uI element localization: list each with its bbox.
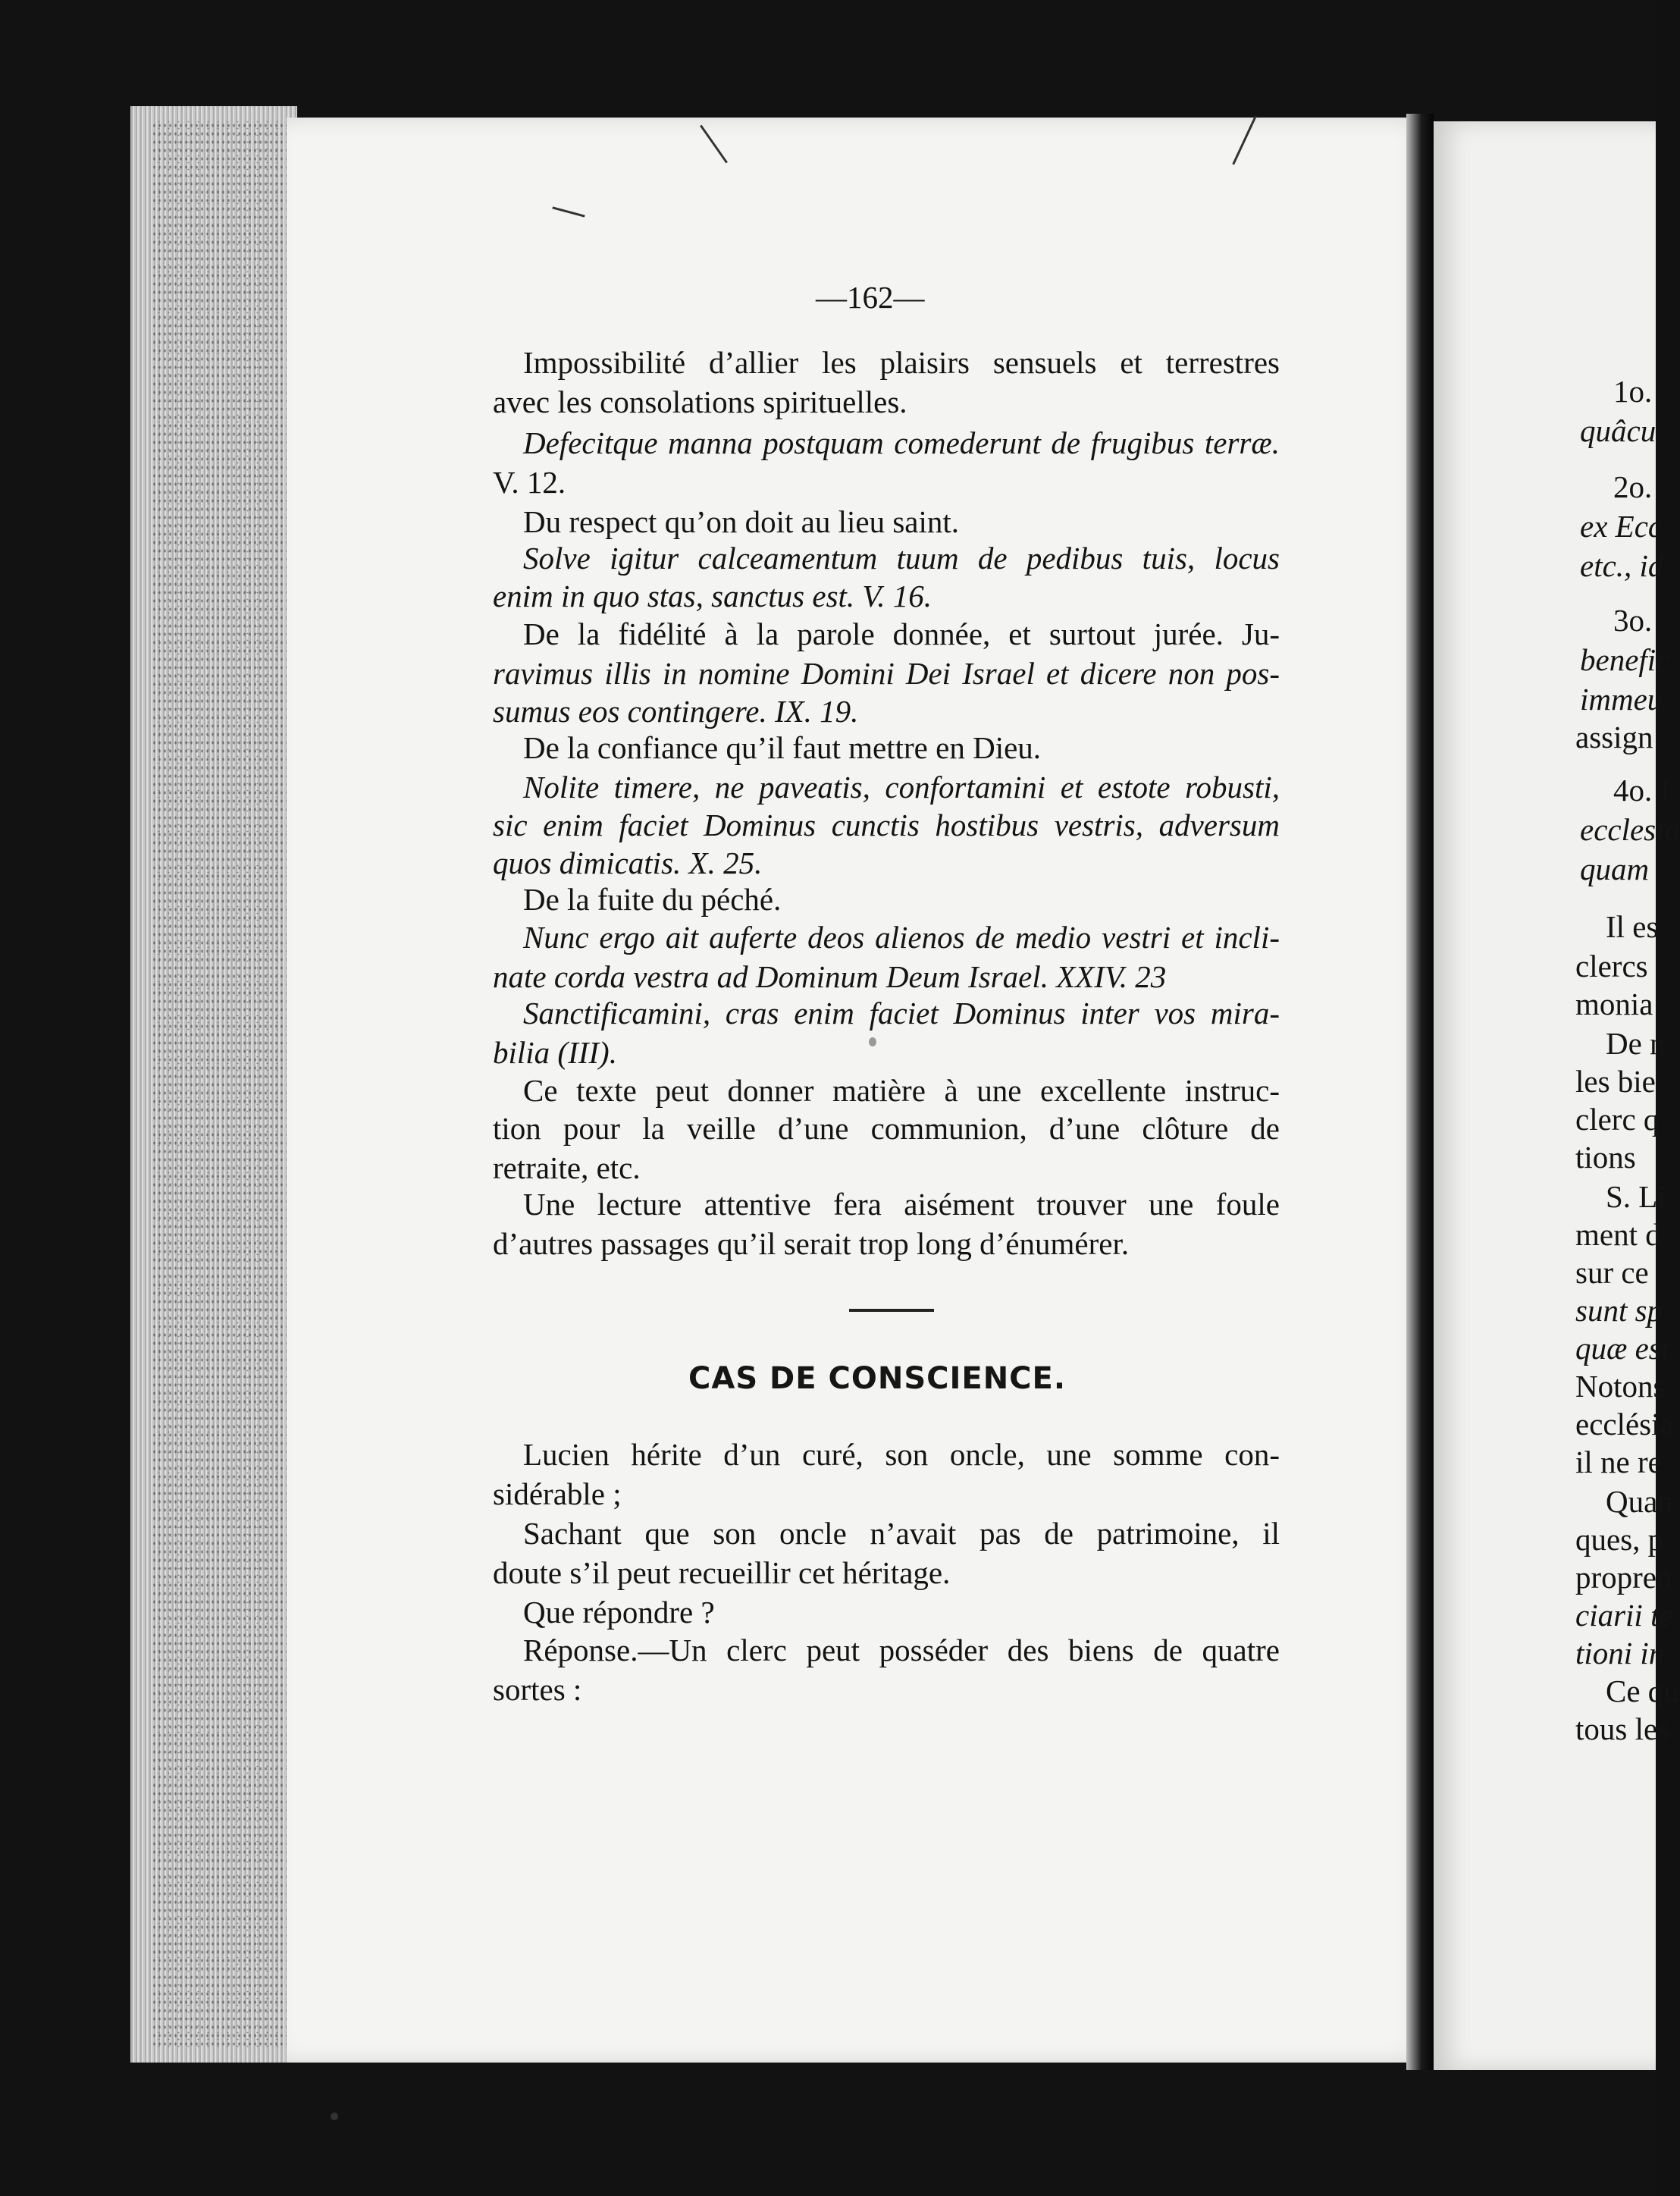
- text-line: Du respect qu’on doit au lieu saint.: [523, 504, 960, 539]
- text-line: De la fidélité à la parole donnée, et surtout jurée. Ju-: [523, 616, 1280, 651]
- text-line: V. 12.: [493, 465, 566, 500]
- right-text-line: propren: [1575, 1560, 1672, 1595]
- text-line: Impossibilité d’allier les plaisirs sensuels et terrestres: [523, 345, 1280, 380]
- text-line: Sanctificamini, cras enim faciet Dominus inter vos mira-: [523, 996, 1280, 1031]
- right-text-line: etc., id: [1580, 548, 1664, 583]
- text-line: bilia (III).: [493, 1035, 617, 1070]
- right-text-line: clerc q: [1575, 1102, 1660, 1137]
- right-text-line: ecclésia: [1575, 1407, 1674, 1442]
- text-line: Nunc ergo ait auferte deos alienos de medio vestri et incli-: [523, 920, 1280, 955]
- text-line: Nolite timere, ne paveatis, confortamini et estote robusti,: [523, 770, 1280, 805]
- text-line: d’autres passages qu’il serait trop long d’énumérer.: [493, 1226, 1130, 1261]
- right-text-line: les bie: [1575, 1064, 1656, 1099]
- scan-mark: [331, 2113, 338, 2120]
- right-text-line: ex Ecc: [1580, 509, 1663, 544]
- right-text-line: 2o.: [1613, 469, 1653, 504]
- right-text-line: 3o.: [1613, 603, 1653, 638]
- right-text-line: sunt sp: [1575, 1293, 1663, 1328]
- right-text-line: tions: [1575, 1140, 1636, 1175]
- text-line: retraite, etc.: [493, 1150, 641, 1185]
- text-line: enim in quo stas, sanctus est. V. 16.: [493, 579, 932, 613]
- text-line: Ce texte peut donner matière à une excellente instruc-: [523, 1073, 1280, 1108]
- right-text-line: clercs: [1575, 949, 1648, 983]
- right-text-line: De n: [1606, 1026, 1666, 1061]
- text-line: avec les consolations spirituelles.: [493, 384, 907, 419]
- text-line: sic enim faciet Dominus cunctis hostibus vestris, adversum: [493, 808, 1280, 842]
- text-line: ravimus illis in nomine Domini Dei Israel et dicere non pos-: [493, 656, 1280, 691]
- text-line: tion pour la veille d’une communion, d’une clôture de: [493, 1111, 1280, 1146]
- text-line: quos dimicatis. X. 25.: [493, 845, 763, 880]
- right-text-line: immeu: [1580, 682, 1663, 717]
- right-text-line: il ne re: [1575, 1445, 1662, 1479]
- page-number: —162—: [816, 280, 925, 315]
- right-text-line: ciarii te: [1575, 1598, 1673, 1633]
- section-title: CAS DE CONSCIENCE.: [688, 1361, 1067, 1396]
- right-text-line: S. Li: [1606, 1179, 1666, 1214]
- right-text-line: 1o.: [1613, 374, 1653, 409]
- right-text-line: assign: [1575, 720, 1653, 754]
- right-text-line: ecclesia: [1580, 812, 1680, 847]
- text-line: De la confiance qu’il faut mettre en Dieu.: [523, 730, 1042, 765]
- right-text-line: Notons: [1575, 1369, 1666, 1404]
- right-text-line: Il es: [1606, 909, 1659, 944]
- right-text-line: quæ est: [1575, 1331, 1670, 1366]
- text-line: doute s’il peut recueillir cet héritage.: [493, 1555, 951, 1590]
- right-text-line: monia: [1575, 987, 1653, 1021]
- text-line: sumus eos contingere. IX. 19.: [493, 694, 859, 729]
- right-text-line: ques, p: [1575, 1522, 1664, 1557]
- text-line: Que répondre ?: [523, 1595, 715, 1630]
- right-text-line: quâcu: [1580, 413, 1656, 448]
- right-text-line: sur ce: [1575, 1255, 1649, 1290]
- right-text-line: Ce qu: [1606, 1674, 1679, 1708]
- right-text-line: tous les: [1575, 1711, 1670, 1746]
- text-line: sortes :: [493, 1672, 582, 1707]
- right-text-line: ment d: [1575, 1217, 1661, 1252]
- right-text-line: benefic: [1580, 642, 1670, 677]
- text-line: nate corda vestra ad Dominum Deum Israel. XXIV. 23: [493, 959, 1167, 994]
- text-line: De la fuite du péché.: [523, 882, 782, 917]
- text-line: Réponse.—Un clerc peut posséder des biens de quatre: [523, 1633, 1280, 1667]
- text-line: Lucien hérite d’un curé, son oncle, une somme con-: [523, 1437, 1280, 1472]
- text-line: Sachant que son oncle n’avait pas de patrimoine, il: [523, 1516, 1280, 1551]
- right-text-line: quam: [1580, 852, 1650, 886]
- text-line: sidérable ;: [493, 1476, 622, 1511]
- text-line: Une lecture attentive fera aisément trouver une foule: [523, 1187, 1280, 1222]
- right-text-line: 4o. I: [1613, 773, 1671, 808]
- scan-mark: [869, 1037, 876, 1046]
- right-text-line: Quan: [1606, 1484, 1673, 1519]
- text-line: Defecitque manna postquam comederunt de frugibus terræ.: [523, 425, 1280, 460]
- page-edge-speckle: [152, 121, 288, 2047]
- right-text-line: tioni in: [1575, 1636, 1665, 1671]
- text-line: Solve igitur calceamentum tuum de pedibus tuis, locus: [523, 541, 1280, 576]
- section-rule: [849, 1309, 934, 1312]
- book-gutter: [1406, 114, 1434, 2070]
